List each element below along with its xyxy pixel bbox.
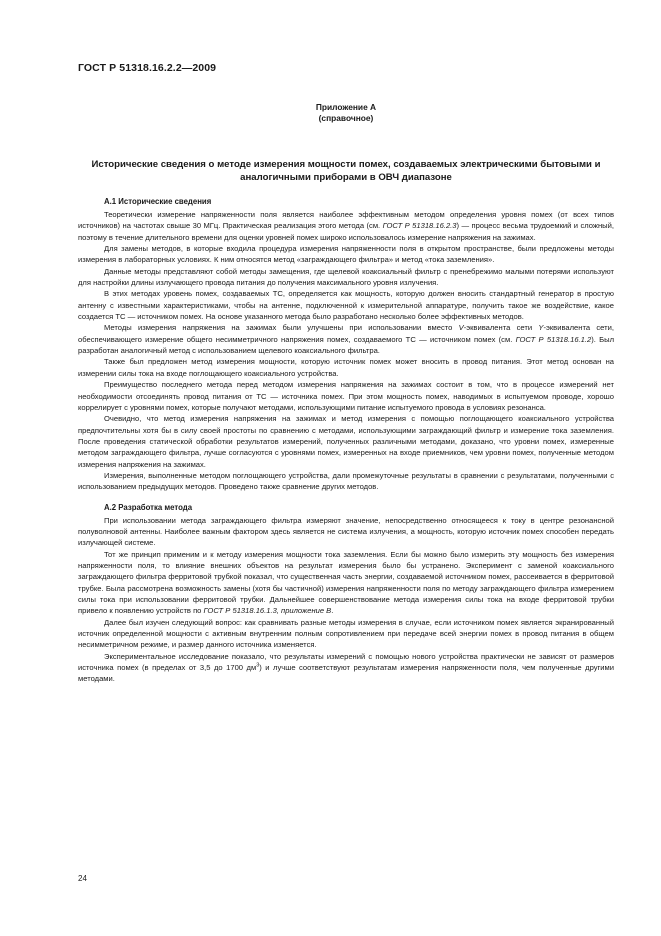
annex-label: Приложение А — [315, 102, 377, 112]
paragraph: Методы измерения напряжения на зажимах были улучшены при использовании вместо V-эквивалента сети Y-эквивалента сети, обеспечивающего измерение общего несимметричного напряжения помех, создаваемого ТС — источником помех (см. ГОСТ Р 51318.16.1.2). Был разработан аналогичный метод с использованием щелевого коаксиального фильтра. — [78, 323, 615, 356]
document-page — [78, 62, 614, 685]
section-a1-title: А.1 Исторические сведения — [104, 197, 212, 206]
paragraph: При использовании метода заграждающего фильтра измеряют значение, непосредственно относящееся к току в центре резонансной полуволновой антенны. Наиболее важным фактором здесь является не система излучения, а мощность, которую источник помех способен передать излучающей системе. — [78, 515, 614, 548]
paragraph: Экспериментальное исследование показало, что результаты измерений с помощью нового устройства практически не зависят от размеров источника помех (в пределах от 3,5 до 1700 $дм^3$) и лучше соответствуют результатам измерения напряженности поля, чем полученные другими методами. — [78, 651, 614, 684]
annex-title: Исторические сведения о методе измерения мощности помех, создаваемых электрическими бытовыми и аналогичными приборами в ОВЧ диапазоне — [91, 159, 601, 183]
paragraph: Теоретически измерение напряженности поля является наиболее эффективным методом определения уровня помех (от всех типов источников) на частотах свыше 30 МГц. Практическая реализация этого метода (см. ГОСТ Р 51318.16.2.3) — процесс весьма трудоемкий и сложный, поэтому в течение длительного времени для оценки уровней помех широко использовалось измерение напряжения на зажимах. — [78, 210, 614, 242]
section-a2 — [78, 502, 614, 685]
page-number: 24 — [78, 874, 87, 883]
annex-type: (справочное) — [318, 113, 374, 123]
paragraph: Данные методы представляют собой методы замещения, где щелевой коаксиальный фильтр с пренебрежимо малыми потерями используют для настройки длины излучающего провода питания до получения максимального уровня излучения. — [78, 266, 614, 288]
document-number-header: ГОСТ Р 51318.16.2.2—2009 — [78, 62, 217, 74]
section-a1 — [78, 196, 614, 493]
paragraph: Тот же принцип применим и к методу измерения мощности тока заземления. Если бы можно было измерить эту мощность без измерения напряженности поля, то влияние внешних объектов на результат измерения было бы устранено. Эксперимент с заменой коаксиального заграждающего фильтра ферритовой трубкой показал, что существенная часть энергии, создаваемой источником помех, рассеивается в ферритовой трубке. Была рассмотрена возможность замены (хотя бы частичной) измерения напряженности поля по методу заграждающего фильтра измерением силы тока при использовании ферритовой трубки. Дальнейшее совершенствование метода измерения силы тока на входе ферритовой трубки привело к появлению устройств по ГОСТ Р 51318.16.1.3, приложение В. — [78, 549, 614, 616]
annex-heading — [78, 102, 614, 124]
paragraph: Измерения, выполненные методом поглощающего устройства, дали промежуточные результаты в сравнении с результатами, полученными с использованием предыдущих методов. Проведено также сравнение других методов. — [78, 470, 614, 492]
standard-reference: ГОСТ Р 51318.16.1.2 — [515, 334, 592, 344]
section-a2-title: А.2 Разработка метода — [104, 502, 193, 512]
paragraph: Далее был изучен следующий вопрос: как сравнивать разные методы измерения в случае, если источником помех является экранированный источник определенной мощности с активным внутренним полным сопротивлением при передаче всей энергии помех в провод питания в общем несимметричном режиме, и размер данного источника изменяется. — [78, 617, 614, 650]
paragraph: Также был предложен метод измерения мощности, которую источник помех может вносить в провод питания. Этот метод основан на измерении силы тока на входе поглощающего коаксиального устройства. — [78, 357, 614, 378]
paragraph: В этих методах уровень помех, создаваемых ТС, определяется как мощность, которую должен вносить стандартный генератор в простую антенну с известными характеристиками, чтобы на антенне, подключенной к измерительной аппаратуре, получить такое же воздействие, какое создается ТС — источником помех. На основе указанного метода было разработано несколько более эффективных методов. — [78, 289, 614, 322]
paragraph: Очевидно, что метод измерения напряжения на зажимах и метод измерения с помощью поглощающего коаксиального устройства предпочтительны хотя бы в силу своей простоты по сравнению с методами, использующими заграждающий фильтр и измерение тока заземления. После проведения статической обработки результатов измерений, полученных различными методами, доказано, что уровни помех, измеренные методом заграждающего фильтра, лучше согласуются с уровнями помех, измеренных на входе приемников, чем уровни помех, полученные методом измерения напряжения на зажимах. — [78, 414, 614, 469]
paragraph: Преимущество последнего метода перед методом измерения напряжения на зажимах состоит в том, что в процессе измерений нет необходимости отсоединять провод питания от ТС — источника помех. При этом мощность помех, наводимых в испытуемом проводе, хорошо коррелирует с уровнями помех, которые получают методами, использующими питание испытуемого провода в условиях резонанса. — [78, 380, 614, 412]
paragraph: Для замены методов, в которые входила процедура измерения напряженности поля в открытом пространстве, были предложены методы измерения в лабораторных условиях. К ним относятся метод «заграждающего фильтра» и метод «тока заземления». — [78, 244, 614, 265]
standard-reference: ГОСТ Р 51318.16.1.3, приложение В — [203, 606, 332, 616]
standard-reference: ГОСТ Р 51318.16.2.3 — [382, 221, 457, 231]
